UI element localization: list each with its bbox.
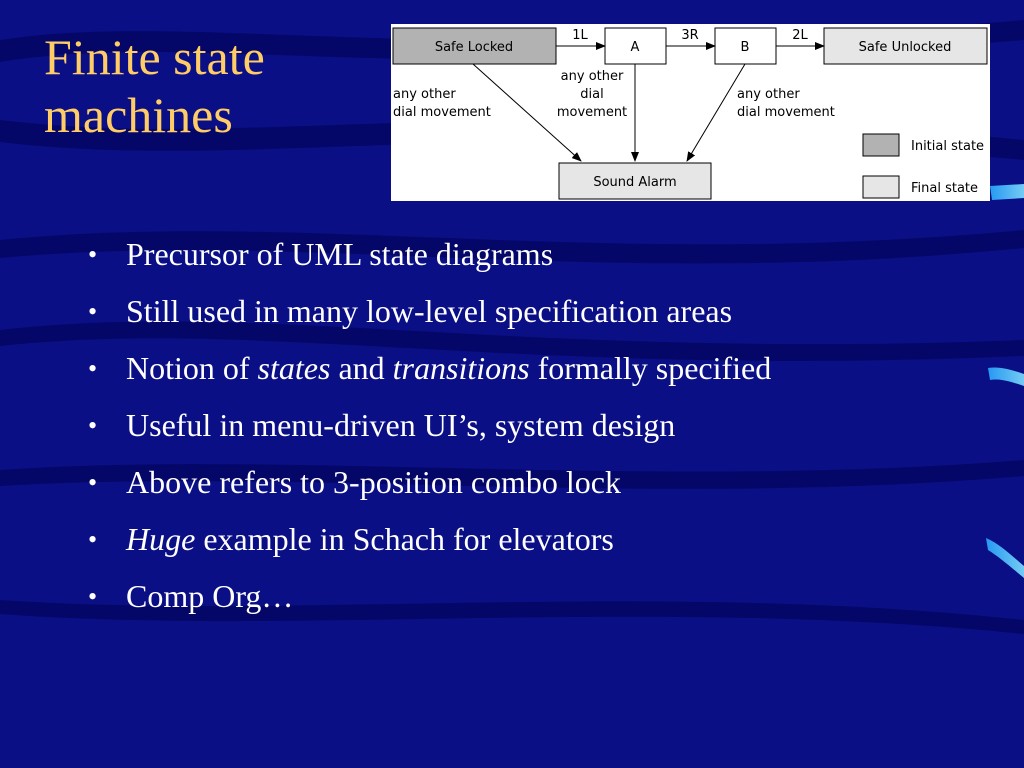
other-movement-right-line2: dial movement <box>737 105 835 120</box>
legend-initial-label: Initial state <box>911 139 985 154</box>
other-movement-left-line1: any other <box>393 87 456 102</box>
bullet-glyph: • <box>88 468 98 497</box>
other-movement-right-line1: any other <box>737 87 800 102</box>
bullet-glyph: • <box>88 240 98 269</box>
bullet-emphasis-states: states <box>257 350 331 386</box>
legend-final-swatch <box>863 176 899 198</box>
bullet-item <box>88 568 988 625</box>
legend-initial-swatch <box>863 134 899 156</box>
bullet-glyph: • <box>88 525 98 554</box>
bullet-emphasis-transitions: transitions <box>392 350 530 386</box>
bullet-item <box>88 511 988 568</box>
state-a-label: A <box>630 40 640 55</box>
transition-label-1l: 1L <box>572 28 588 43</box>
slide-title: Finite state machines <box>44 29 265 143</box>
legend-final-label: Final state <box>911 181 979 196</box>
bullet-text: Still used in many low-level specification areas <box>126 293 733 329</box>
state-diagram-svg <box>391 24 990 201</box>
state-safe-locked-label: Safe Locked <box>434 40 514 55</box>
state-diagram <box>391 24 990 201</box>
bullet-glyph: • <box>88 582 98 611</box>
bullet-glyph: • <box>88 354 98 383</box>
bullet-glyph: • <box>88 411 98 440</box>
bullet-text-post: example in Schach for elevators <box>195 521 614 557</box>
bullet-list <box>88 226 988 625</box>
bullet-text: Useful in menu-driven UI’s, system design <box>126 407 676 443</box>
other-movement-mid-line1: any other <box>560 69 624 84</box>
other-movement-mid-line2: dial <box>580 87 604 102</box>
bullet-text-pre: Notion of <box>126 350 258 386</box>
state-safe-unlocked-label: Safe Unlocked <box>858 40 952 55</box>
bullet-text-post: formally specified <box>529 350 772 386</box>
bullet-item <box>88 226 988 283</box>
bullet-text-mid: and <box>330 350 393 386</box>
bullet-glyph: • <box>88 297 98 326</box>
state-b-label: B <box>740 40 750 55</box>
state-sound-alarm-label: Sound Alarm <box>593 175 677 190</box>
other-movement-mid-line3: movement <box>556 105 628 120</box>
bullet-item <box>88 397 988 454</box>
bullet-item <box>88 340 988 397</box>
bullet-item <box>88 283 988 340</box>
transition-label-3r: 3R <box>681 28 699 43</box>
other-movement-left-line2: dial movement <box>393 105 491 120</box>
bullet-item <box>88 454 988 511</box>
bullet-text: Comp Org… <box>126 578 294 614</box>
bullet-text: Precursor of UML state diagrams <box>126 236 554 272</box>
transition-label-2l: 2L <box>792 28 808 43</box>
bullet-emphasis-huge: Huge <box>126 521 196 557</box>
bullet-text: Above refers to 3-position combo lock <box>126 464 621 500</box>
